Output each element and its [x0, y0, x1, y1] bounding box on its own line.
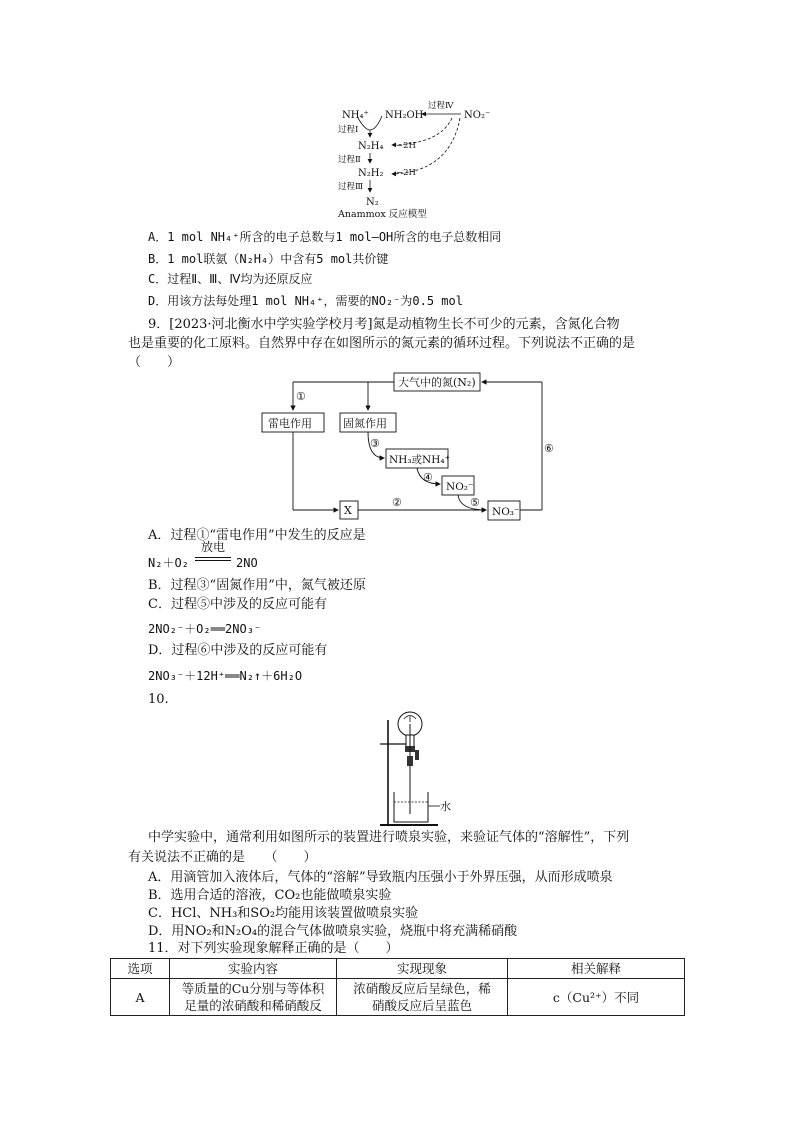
q11-table: [110, 958, 685, 1016]
header-explanation: 相关解释: [508, 959, 685, 979]
q8-option-d: D．用该方法每处理1 mol NH₄⁺，需要的NO₂⁻为0.5 mol: [148, 294, 463, 308]
nh4-label: NH₄⁺: [342, 110, 369, 121]
dropper-bulb: [415, 750, 419, 760]
minus2h-2: −2H: [396, 168, 416, 178]
q8-option-c: C．过程Ⅱ、Ⅲ、Ⅳ均为还原反应: [148, 272, 313, 286]
fountain-apparatus: [376, 706, 466, 830]
header-option: 选项: [111, 959, 170, 979]
fixation-label: 固氮作用: [343, 417, 387, 430]
q10-option-c: C．HCl、NH₃和SO₂均能用该装置做喷泉实验: [148, 906, 419, 921]
process1-label: 过程Ⅰ: [338, 125, 359, 135]
table-row: [111, 979, 685, 1016]
table-header-row: [111, 959, 685, 979]
no2-label: NO₂⁻: [464, 110, 491, 121]
row-explanation: c（Cu²⁺）不同: [508, 979, 685, 1016]
row-content-line1: 等质量的Cu分别与等体积: [181, 981, 325, 996]
q9-stem-line3: （ ）: [128, 355, 181, 370]
step3-label: ③: [370, 437, 380, 450]
q9-a-eq-condition: 放电: [200, 540, 225, 554]
q9-a-eq-right: 2NO: [236, 556, 258, 570]
figure-caption: Anammox 反应模型: [338, 209, 427, 220]
n2h2-label: N₂H₂: [358, 168, 384, 179]
nitrogen-cycle-diagram: [258, 370, 558, 522]
q9-a-eq-left: N₂＋O₂: [148, 556, 189, 570]
q9-option-a: A．过程①“雷电作用”中发生的反应是: [148, 528, 366, 543]
row-content-line2: 足量的浓硝酸和稀硝酸反: [184, 998, 322, 1013]
q10-option-b: B．选用合适的溶液，CO₂也能做喷泉实验: [148, 888, 392, 903]
q9-c-equation: 2NO₂⁻＋O₂══2NO₃⁻: [148, 622, 262, 636]
row-phenomenon: [337, 979, 508, 1016]
q10-option-a: A．用滴管加入液体后，气体的“溶解”导致瓶内压强小于外界压强，从而形成喷泉: [148, 870, 613, 885]
minus2h-1: −2H: [396, 141, 416, 151]
x-label: X: [344, 504, 352, 517]
step4-label: ④: [423, 471, 433, 484]
q9-option-b: B．过程③“固氮作用”中，氮气被还原: [148, 578, 366, 593]
header-phenomenon: 实现现象: [337, 959, 508, 979]
beaker: [394, 792, 428, 822]
q9-option-c: C．过程⑤中涉及的反应可能有: [148, 597, 327, 612]
q8-option-a: A．1 mol NH₄⁺所含的电子总数与1 mol—OH所含的电子总数相同: [148, 230, 502, 244]
anammox-diagram: [330, 96, 500, 220]
q10-stem-line2: 有关说法不正确的是 （ ）: [128, 850, 317, 865]
q10-number: 10.: [148, 692, 169, 707]
step2-label: ②: [392, 496, 402, 509]
step1-label: ①: [296, 390, 306, 403]
no2-label: NO₂⁻: [446, 481, 474, 493]
n2-label: N₂: [366, 197, 379, 208]
header-content: 实验内容: [170, 959, 337, 979]
process4-label: 过程Ⅳ: [428, 101, 454, 111]
no3-label: NO₃⁻: [492, 506, 520, 518]
row-phenomenon-line2: 硝酸反应后呈蓝色: [371, 998, 472, 1013]
nh3-label: NH₃或NH₄⁺: [389, 454, 451, 466]
q9-stem-line1: 9．[2023·河北衡水中学实验学校月考]氮是动植物生长不可少的元素，含氮化合物: [148, 317, 620, 332]
q10-option-d: D．用NO₂和N₂O₄的混合气体做喷泉实验，烧瓶中将充满稀硝酸: [148, 924, 518, 939]
atmosphere-label: 大气中的氮(N₂): [398, 376, 476, 389]
rubber-tube: [407, 756, 413, 766]
row-option: A: [111, 979, 170, 1016]
q11-stem: 11．对下列实验现象解释正确的是（ ）: [148, 941, 399, 956]
q9-stem-line2: 也是重要的化工原料。自然界中存在如图所示的氮元素的循环过程。下列说法不正确的是: [128, 336, 636, 351]
lightning-label: 雷电作用: [268, 417, 312, 430]
q9-a-eq-double-line: [195, 557, 231, 561]
q9-d-equation: 2NO₃⁻＋12H⁺══N₂↑＋6H₂O: [148, 669, 303, 683]
step6-label: ⑥: [544, 442, 554, 455]
process3-label: 过程Ⅲ: [338, 182, 364, 192]
n2h4-label: N₂H₄: [358, 141, 384, 152]
q9-option-d: D．过程⑥中涉及的反应可能有: [148, 643, 328, 658]
q10-stem-line1: 中学实验中，通常利用如图所示的装置进行喷泉实验，来验证气体的“溶解性”，下列: [148, 830, 630, 845]
process2-label: 过程Ⅱ: [338, 155, 361, 165]
step5-label: ⑤: [470, 496, 480, 509]
row-content: [170, 979, 337, 1016]
row-phenomenon-line1: 浓硝酸反应后呈绿色，稀: [353, 981, 491, 996]
water-label: 水: [440, 800, 451, 813]
nh2oh-label: NH₂OH: [385, 110, 424, 121]
q8-option-b: B．1 mol联氨（N₂H₄）中含有5 mol共价键: [148, 252, 389, 266]
